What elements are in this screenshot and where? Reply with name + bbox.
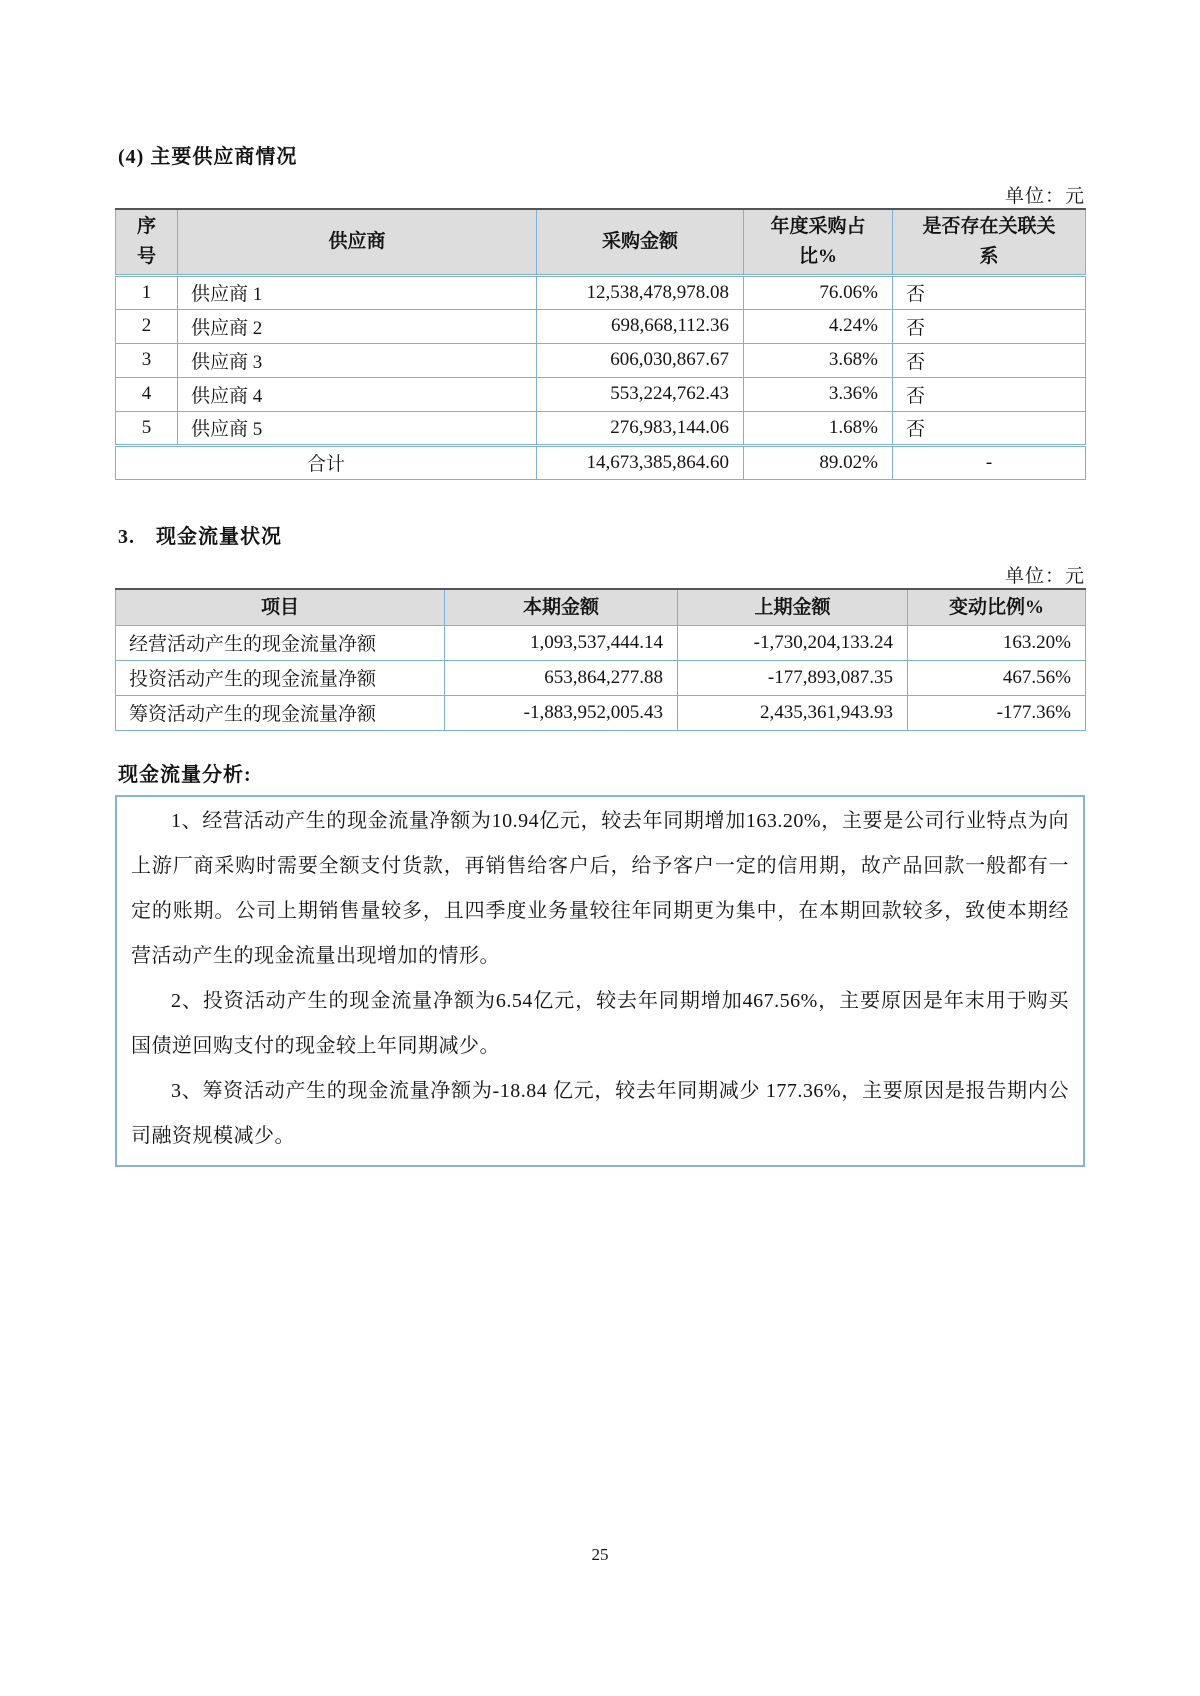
cell-related: 否 [893, 343, 1086, 377]
cell-supplier: 供应商 5 [178, 411, 537, 445]
table-row [116, 695, 1086, 730]
cell-change: 163.20% [908, 625, 1086, 660]
header-cell-pct: 年度采购占比% [744, 209, 893, 275]
header-cell-no: 序号 [116, 209, 178, 275]
cell-item: 筹资活动产生的现金流量净额 [116, 695, 445, 730]
supplier-table-header-row [116, 209, 1086, 275]
cell-change: 467.56% [908, 660, 1086, 695]
analysis-heading: 现金流量分析: [118, 764, 252, 786]
cell-related: 否 [893, 309, 1086, 343]
table-row [116, 411, 1086, 445]
analysis-paragraph: 2、投资活动产生的现金流量净额为6.54亿元，较去年同期增加467.56%，主要原因是年末用于购买国债逆回购支付的现金较上年同期减少。 [131, 990, 1069, 1057]
analysis-box [115, 795, 1085, 1167]
cell-pct: 3.68% [744, 343, 893, 377]
cashflow-section-label: 现金流量状况 [156, 526, 282, 548]
page-number: 25 [591, 1545, 609, 1564]
cell-no: 5 [116, 411, 178, 445]
cashflow-table-header-row [116, 589, 1086, 625]
cell-pct: 1.68% [744, 411, 893, 445]
supplier-section-title: (4) 主要供应商情况 [118, 146, 298, 168]
cell-related: 否 [893, 411, 1086, 445]
cell-supplier: 供应商 3 [178, 343, 537, 377]
cell-current: -1,883,952,005.43 [445, 695, 678, 730]
cell-no: 1 [116, 275, 178, 309]
table-row [116, 377, 1086, 411]
table-row [116, 309, 1086, 343]
cell-related: 否 [893, 275, 1086, 309]
cell-item: 投资活动产生的现金流量净额 [116, 660, 445, 695]
cell-no: 4 [116, 377, 178, 411]
cell-amount: 553,224,762.43 [537, 377, 744, 411]
table-row [116, 275, 1086, 309]
cashflow-section-title [118, 520, 282, 549]
total-amount: 14,673,385,864.60 [537, 445, 744, 479]
cell-item: 经营活动产生的现金流量净额 [116, 625, 445, 660]
total-pct: 89.02% [744, 445, 893, 479]
cell-no: 2 [116, 309, 178, 343]
header-cell-related: 是否存在关联关系 [893, 209, 1086, 275]
table-row [116, 625, 1086, 660]
total-related: - [893, 445, 1086, 479]
analysis-paragraph: 3、筹资活动产生的现金流量净额为-18.84 亿元，较去年同期减少 177.36%，主要原因是报告期内公司融资规模减少。 [131, 1080, 1069, 1147]
header-cell-item: 项目 [116, 589, 445, 625]
table-row [116, 660, 1086, 695]
cell-supplier: 供应商 1 [178, 275, 537, 309]
cell-previous: 2,435,361,943.93 [678, 695, 908, 730]
header-cell-current: 本期金额 [445, 589, 678, 625]
cell-amount: 12,538,478,978.08 [537, 275, 744, 309]
cell-no: 3 [116, 343, 178, 377]
cell-current: 653,864,277.88 [445, 660, 678, 695]
cell-previous: -1,730,204,133.24 [678, 625, 908, 660]
header-cell-change: 变动比例% [908, 589, 1086, 625]
total-row [116, 445, 1086, 479]
cell-related: 否 [893, 377, 1086, 411]
cashflow-section-number: 3. [118, 526, 135, 548]
cell-pct: 76.06% [744, 275, 893, 309]
cell-amount: 698,668,112.36 [537, 309, 744, 343]
cell-supplier: 供应商 4 [178, 377, 537, 411]
header-cell-supplier: 供应商 [178, 209, 537, 275]
supplier-table [115, 208, 1086, 480]
cell-pct: 3.36% [744, 377, 893, 411]
cashflow-table [115, 588, 1086, 731]
cell-supplier: 供应商 2 [178, 309, 537, 343]
header-cell-amount: 采购金额 [537, 209, 744, 275]
cell-current: 1,093,537,444.14 [445, 625, 678, 660]
cell-pct: 4.24% [744, 309, 893, 343]
header-cell-previous: 上期金额 [678, 589, 908, 625]
cell-amount: 276,983,144.06 [537, 411, 744, 445]
cell-previous: -177,893,087.35 [678, 660, 908, 695]
cell-amount: 606,030,867.67 [537, 343, 744, 377]
unit-label-cashflow: 单位：元 [1004, 566, 1085, 587]
total-label: 合计 [116, 445, 537, 479]
analysis-paragraph: 1、经营活动产生的现金流量净额为10.94亿元，较去年同期增加163.20%，主要是公司行业特点为向上游厂商采购时需要全额支付货款，再销售给客户后，给予客户一定的信用期，故产品回款一般都有一定的账期。公司上期销售量较多，且四季度业务量较往年同期更为集中，在本期回款较多，致使本期经营活动产生的现金流量出现增加的情形。 [131, 810, 1069, 967]
unit-label-supplier: 单位：元 [1004, 186, 1085, 207]
table-row [116, 343, 1086, 377]
cell-change: -177.36% [908, 695, 1086, 730]
